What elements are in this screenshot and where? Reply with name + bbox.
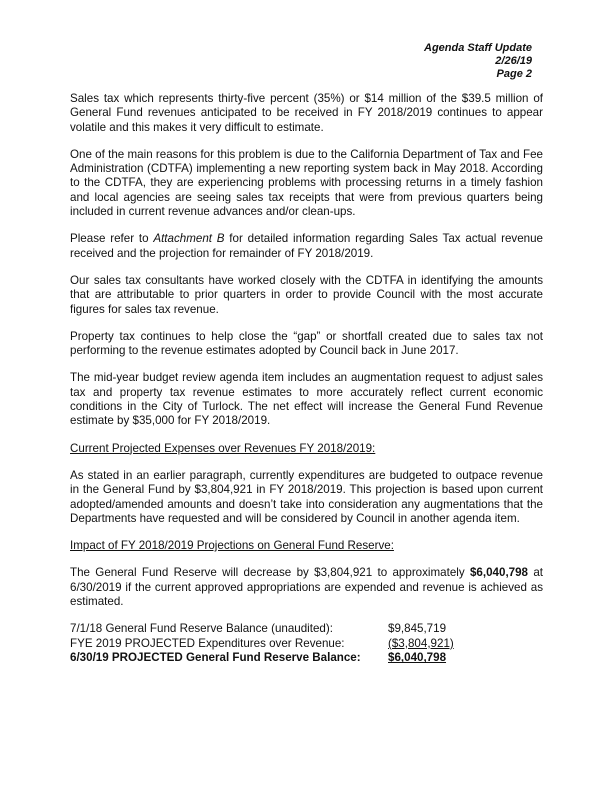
paragraph-expenditures: As stated in an earlier paragraph, currently expenditures are budgeted to outpace revenue in the General Fund by $3,804,921 in FY 2018/2019. This projection is based upon current adopted/amended amounts and doesn’t take into consideration any augmentations that the Departments have requested and will be considered by Council in another agenda item. bbox=[70, 468, 543, 525]
document-header bbox=[424, 42, 532, 81]
reserve-amount-bold: $6,040,798 bbox=[469, 566, 529, 580]
paragraph-sales-tax: Sales tax which represents thirty-five percent (35%) or $14 million of the $39.5 million of General Fund revenues anticipated to be received in FY 2018/2019 continues to appear volatile and this makes it very difficult to estimate. bbox=[70, 92, 543, 134]
attachment-ref-after: for detailed information regarding Sales Tax actual revenue received and the projection for remainder of FY 2018/2019. bbox=[70, 232, 543, 260]
reserve-text-after: at 6/30/2019 if the current approved appropriations are expended and revenue is achieved as estimated. bbox=[70, 566, 544, 609]
paragraph-mid-year-review: The mid-year budget review agenda item includes an augmentation request to adjust sales tax and property tax revenue estimates to more accurately reflect current economic conditions in the City of Turlock. The net effect will increase the General Fund Revenue estimate by $35,000 for FY 2018/2019. bbox=[70, 371, 543, 428]
table-row-total bbox=[70, 651, 454, 666]
attachment-ref-before: Please refer to bbox=[70, 232, 154, 246]
summary-label: 7/1/18 General Fund Reserve Balance (unaudited): bbox=[70, 622, 333, 636]
paragraph-reserve-decrease bbox=[70, 566, 543, 609]
summary-amount: $9,845,719 bbox=[388, 622, 447, 636]
header-title: Agenda Staff Update bbox=[424, 42, 532, 54]
summary-label: FYE 2019 PROJECTED Expenditures over Revenue: bbox=[70, 636, 345, 650]
attachment-b-reference: Attachment B bbox=[153, 232, 225, 246]
document-body bbox=[70, 92, 543, 666]
summary-amount: ($3,804,921) bbox=[388, 636, 454, 650]
section-heading-projected-expenses: Current Projected Expenses over Revenues FY 2018/2019: bbox=[70, 441, 376, 455]
paragraph-attachment-reference bbox=[70, 232, 543, 261]
reserve-summary-table bbox=[70, 622, 454, 666]
paragraph-consultants: Our sales tax consultants have worked closely with the CDTFA in identifying the amounts that are attributable to prior quarters in order to provide Council with the most accurate figures for sales tax revenue. bbox=[70, 273, 543, 316]
reserve-text-before: The General Fund Reserve will decrease by $3,804,921 to approximately bbox=[70, 566, 470, 580]
summary-amount-total: $6,040,798 bbox=[388, 651, 447, 665]
paragraph-cdtfa-problem: One of the main reasons for this problem is due to the California Department of Tax and Fee Administration (CDTFA) implementing a new reporting system back in May 2018. According to the CDTFA, they are experiencing problems with processing returns in a timely fashion and local agencies are seeing sales tax receipts that were from previous quarters being included in current revenue advances and/or clean-ups. bbox=[70, 147, 543, 219]
table-row bbox=[70, 637, 454, 652]
section-heading-reserve-impact: Impact of FY 2018/2019 Projections on General Fund Reserve: bbox=[70, 539, 394, 553]
paragraph-property-tax: Property tax continues to help close the “gap” or shortfall created due to sales tax not performing to the revenue estimates adopted by Council back in June 2017. bbox=[70, 329, 543, 358]
header-date: 2/26/19 bbox=[495, 55, 532, 67]
header-page-number: Page 2 bbox=[496, 68, 532, 80]
summary-label: 6/30/19 PROJECTED General Fund Reserve Balance: bbox=[70, 651, 361, 665]
table-row bbox=[70, 622, 454, 637]
